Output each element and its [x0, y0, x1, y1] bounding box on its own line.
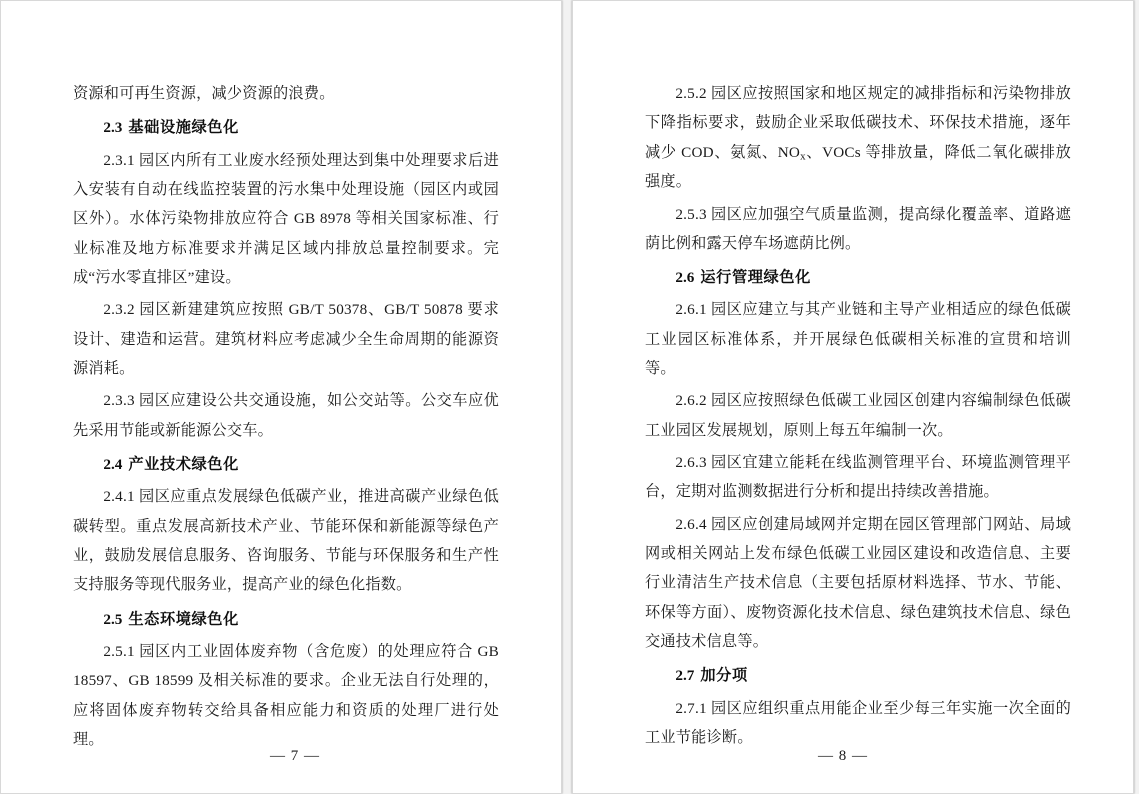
section-title: 产业技术绿色化	[128, 455, 239, 473]
paragraph: 2.5.1 园区内工业固体废弃物（含危废）的处理应符合 GB 18597、GB 18599 及相关标准的要求。企业无法自行处理的，应将固体废弃物转交给具备相应能力和资质的处理厂进行处理。	[73, 642, 499, 748]
paragraph: 2.6.2 园区应按照绿色低碳工业园区创建内容编制绿色低碳工业园区发展规划，原则上每五年编制一次。	[645, 392, 1071, 439]
page-number: — 8 —	[818, 748, 868, 764]
section-heading	[73, 113, 499, 142]
section-number: 2.3	[103, 119, 123, 137]
paragraph: 2.3.3 园区应建设公共交通设施，如公交站等。公交车应优先采用节能或新能源公交车。	[73, 392, 499, 439]
section-title: 加分项	[700, 667, 748, 685]
section-heading	[645, 263, 1071, 292]
section-heading	[645, 661, 1071, 690]
page-number: — 7 —	[270, 748, 320, 764]
section-number: 2.7	[675, 667, 695, 685]
paragraph: 2.6.3 园区宜建立能耗在线监测管理平台、环境监测管理平台，定期对监测数据进行分析和提出持续改善措施。	[645, 454, 1071, 501]
document-page-right	[572, 0, 1134, 794]
section-heading	[73, 605, 499, 634]
section-title: 生态环境绿色化	[128, 610, 239, 628]
page-right-content	[645, 79, 1071, 753]
document-page-left	[0, 0, 562, 794]
section-number: 2.4	[103, 455, 123, 473]
paragraph: 2.5.2 园区应按照国家和地区规定的减排指标和污染物排放下降指标要求，鼓励企业采取低碳技术、环保技术措施，逐年减少 COD、氨氮、$NO_x$、VOCs 等排放量，降低二氧化碳排放强度。	[645, 85, 1072, 191]
paragraph: 2.6.1 园区应建立与其产业链和主导产业相适应的绿色低碳工业园区标准体系，并开展绿色低碳相关标准的宣贯和培训等。	[645, 301, 1071, 378]
paragraph: 2.5.3 园区应加强空气质量监测，提高绿化覆盖率、道路遮荫比例和露天停车场遮荫比例。	[645, 205, 1071, 252]
paragraph: 2.3.2 园区新建建筑应按照 GB/T 50378、GB/T 50878 要求设计、建造和运营。建筑材料应考虑减少全生命周期的能源资源消耗。	[73, 301, 499, 377]
section-number: 2.5	[103, 610, 123, 628]
paragraph: 2.7.1 园区应组织重点用能企业至少每三年实施一次全面的工业节能诊断。	[645, 699, 1071, 747]
section-heading	[73, 450, 499, 479]
section-number: 2.6	[675, 269, 695, 287]
section-title: 运行管理绿色化	[700, 269, 811, 287]
page-left-content	[73, 79, 499, 753]
paragraph: 2.6.4 园区应创建局域网并定期在园区管理部门网站、局域网或相关网站上发布绿色低碳工业园区建设和改造信息、主要行业清洁生产技术信息（主要包括原材料选择、节水、节能、环保等方面）、废物资源化技术信息、绿色建筑技术信息、绿色交通技术信息等。	[645, 515, 1071, 651]
paragraph: 2.4.1 园区应重点发展绿色低碳产业，推进高碳产业绿色低碳转型。重点发展高新技术产业、节能环保和新能源等绿色产业，鼓励发展信息服务、咨询服务、节能与环保服务和生产性支持服务等现代服务业，提高产业的绿色化指数。	[73, 488, 499, 594]
paragraph: 资源和可再生资源，减少资源的浪费。	[73, 85, 335, 102]
paragraph: 2.3.1 园区内所有工业废水经预处理达到集中处理要求后进入安装有自动在线监控装置的污水集中处理设施（园区内或园区外）。水体污染物排放应符合 GB 8978 等相关国家标准、行业标准及地方标准要求并满足区域内排放总量控制要求。完成“污水零直排区”建设。	[73, 151, 499, 286]
section-title: 基础设施绿色化	[128, 119, 239, 137]
